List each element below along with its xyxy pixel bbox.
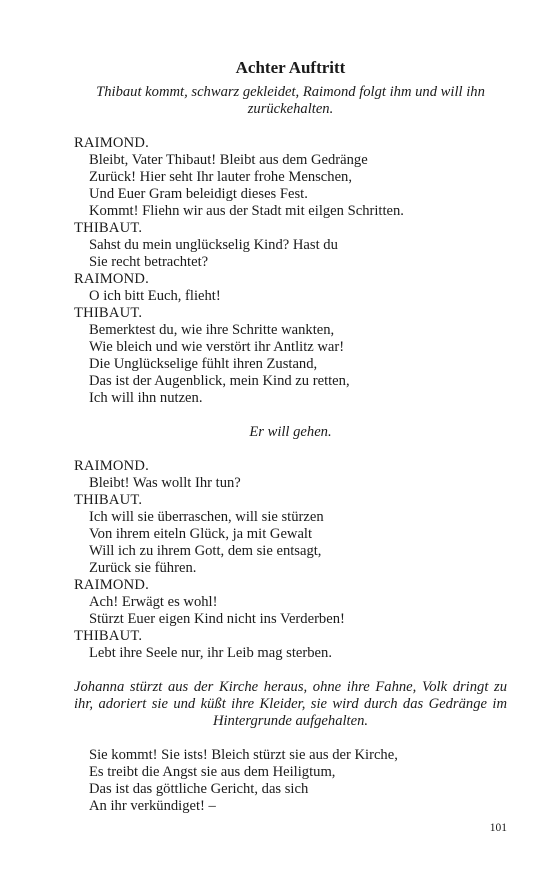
verse-line: Ich will sie überraschen, will sie stürzen [89,509,324,525]
verse-line: Das ist das göttliche Gericht, das sich [89,781,309,797]
speaker-thibaut: THIBAUT. [74,305,143,321]
verse-line: Will ich zu ihrem Gott, dem sie entsagt, [89,543,322,559]
verse-line: Lebt ihre Seele nur, ihr Leib mag sterben. [89,645,332,661]
speaker-raimond: RAIMOND. [74,135,149,151]
verse-line: Wie bleich und wie verstört ihr Antlitz war! [89,339,345,355]
verse-line: Sie recht betrachtet? [89,254,209,270]
verse-line: Sahst du mein unglückselig Kind? Hast du [89,237,338,253]
verse-line: Die Unglückselige fühlt ihren Zustand, [89,356,318,372]
dialogue-block-2 [74,458,507,662]
verse-line: Das ist der Augenblick, mein Kind zu retten, [89,373,350,389]
verse-line: Bemerktest du, wie ihre Schritte wankten, [89,322,335,338]
verse-line: Und Euer Gram beleidigt dieses Fest. [89,186,308,202]
stage-direction: Er will gehen. [249,424,332,440]
speaker-raimond: RAIMOND. [74,458,149,474]
speaker-thibaut: THIBAUT. [74,492,143,508]
verse-line: Zurück! Hier seht Ihr lauter frohe Menschen, [89,169,352,185]
dialogue-block-1 [74,135,507,407]
page-body [74,58,507,815]
stage-direction: Thibaut kommt, schwarz gekleidet, Raimond folgt ihm und will ihn zurückehalten. [96,84,485,117]
verse-line: Von ihrem eiteln Glück, ja mit Gewalt [89,526,313,542]
verse-line: Kommt! Fliehn wir aus der Stadt mit eilgen Schritten. [89,203,404,219]
verse-line: Es treibt die Angst sie aus dem Heiligtum, [89,764,336,780]
speaker-raimond: RAIMOND. [74,577,149,593]
verse-line: Sie kommt! Sie ists! Bleich stürzt sie aus der Kirche, [89,747,398,763]
verse-line: Bleibt, Vater Thibaut! Bleibt aus dem Gedränge [89,152,368,168]
verse-line: Ich will ihn nutzen. [89,390,203,406]
verse-line: Bleibt! Was wollt Ihr tun? [89,475,241,491]
speaker-raimond: RAIMOND. [74,271,149,287]
speaker-thibaut: THIBAUT. [74,220,143,236]
verse-line: Stürzt Euer eigen Kind nicht ins Verderben! [89,611,345,627]
scene-heading: Achter Auftritt [235,58,346,77]
page-number: 101 [489,822,507,834]
speaker-thibaut: THIBAUT. [74,628,143,644]
verse-line: Zurück sie führen. [89,560,197,576]
stage-direction: Johanna stürzt aus der Kirche heraus, ohne ihre Fahne, Volk dringt zu ihr, adoriert sie und küßt ihre Kleider, sie wird durch das Gedränge im Hintergrunde aufgehalten. [74,679,507,729]
closing-verse [74,747,507,815]
verse-line: O ich bitt Euch, flieht! [89,288,221,304]
verse-line: Ach! Erwägt es wohl! [89,594,218,610]
verse-line: An ihr verkündiget! – [89,798,216,814]
